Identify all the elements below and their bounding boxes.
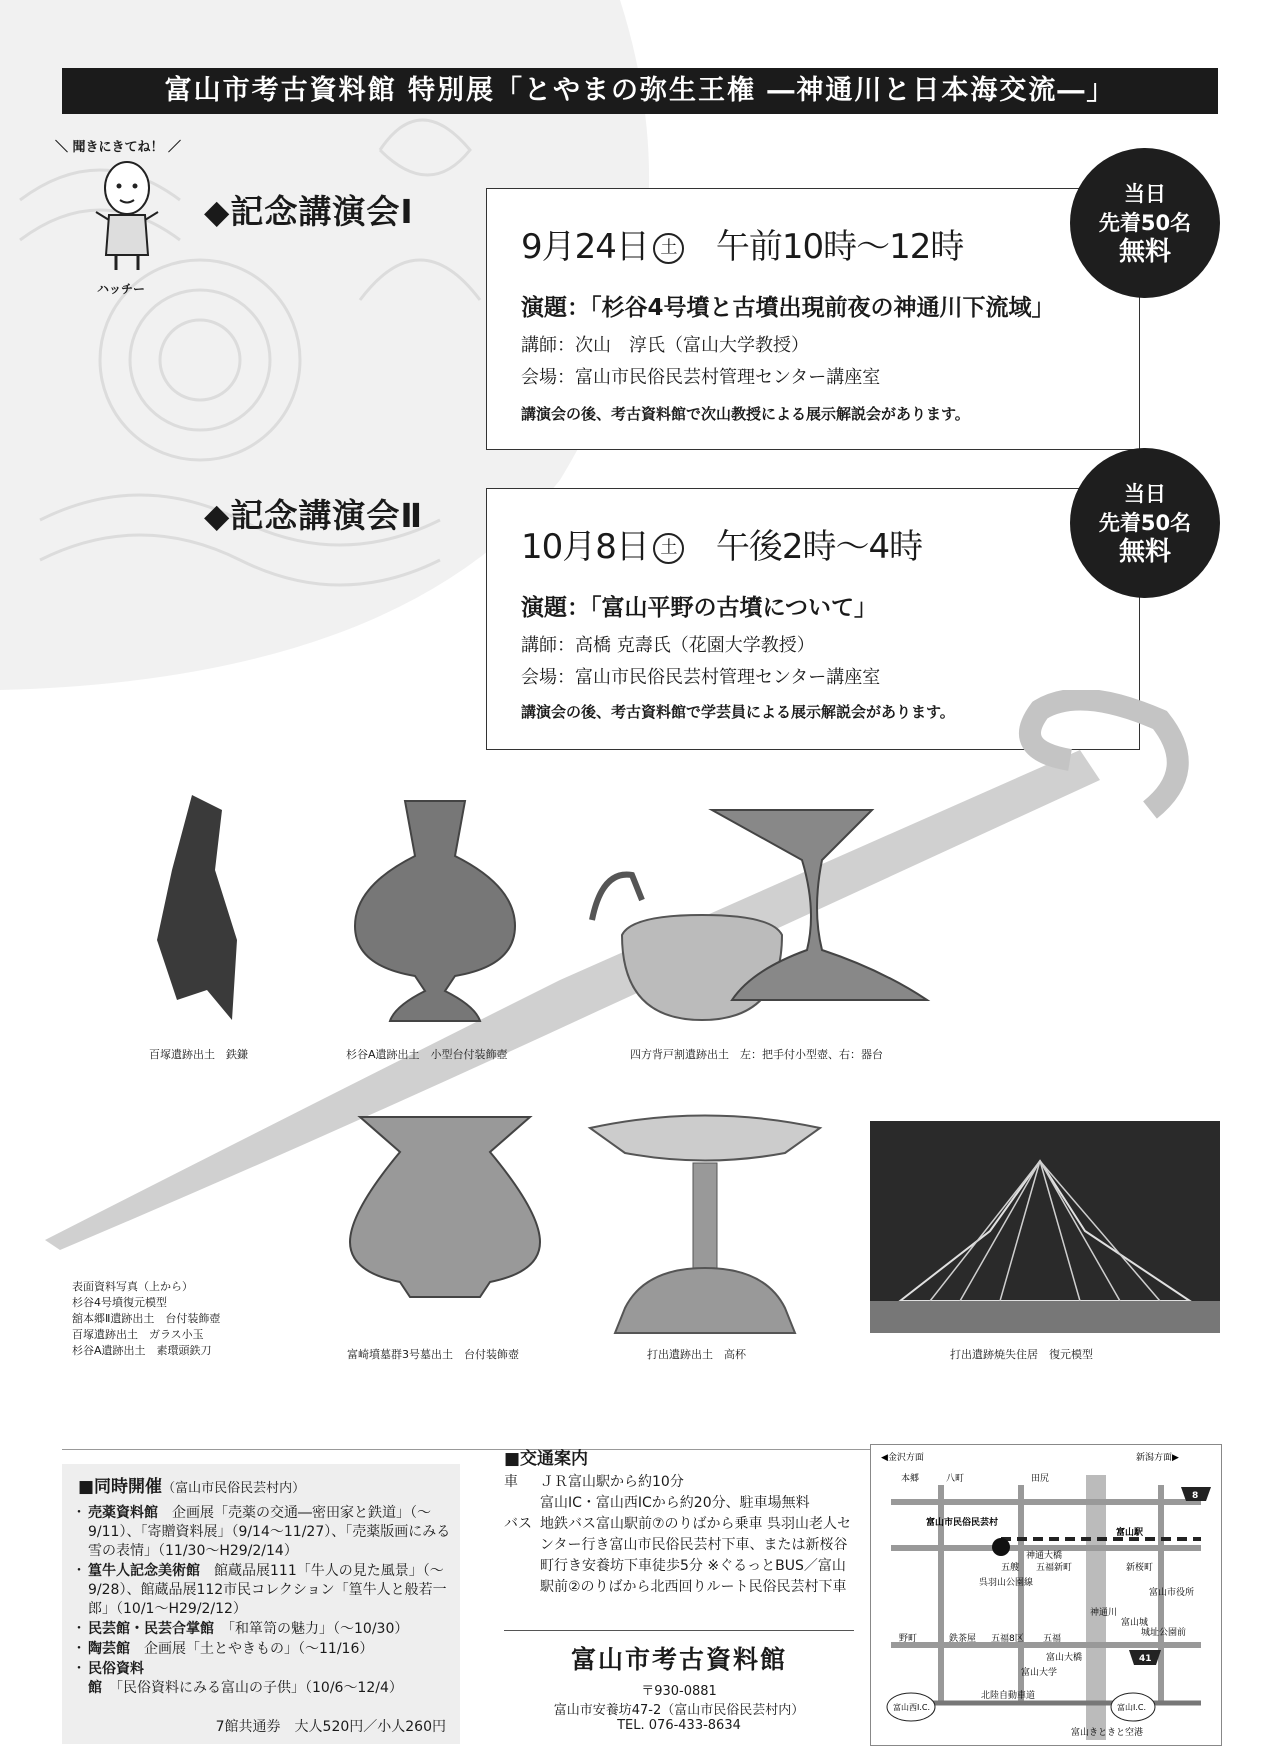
concurrent-subtitle: （富山市民俗民芸村内） [162,1481,306,1496]
list-item [72,1640,452,1659]
caption-takatsuki: 打出遺跡出土 高杯 [647,1348,746,1361]
map-route-41: 41 [1139,1654,1152,1664]
cover-caption-line: 杉谷A遺跡出土 素環頭鉄刀 [72,1344,212,1357]
dwelling-model-photo [870,1121,1220,1333]
map-label-jinzu-bridge: 神通大橋 [1026,1551,1063,1561]
map-label-kurehayama: 呉羽山公園線 [979,1578,1034,1588]
access-key: 車 [504,1474,518,1490]
map-label-tajiri: 田尻 [1031,1474,1050,1484]
mascot-hatchy-icon [92,160,162,275]
concurrent-title-text: ■同時開催 [78,1477,163,1497]
museum-name: 富山市考古資料館 [570,1645,787,1674]
access-map [870,1444,1222,1746]
venue-text: 館蔵品展111「牛人の見た風景」（～9/28）、館蔵品展112市民コレクション「篁牛人と般若一郎」（10/1～H29/2/12） [88,1563,447,1617]
lecture-1-time: 午前10時～12時 [715,227,964,267]
lecture-1-badge [1070,148,1220,298]
badge-free-text: 無料 [1118,237,1171,267]
ticket-price: 7館共通券 大人520円／小人260円 [215,1719,446,1735]
map-label-expressway: 北陸自動車道 [981,1691,1036,1701]
map-label-nomachi: 野町 [899,1634,918,1644]
venue-text: 企画展「土とやきもの」（～11/16） [130,1641,374,1657]
lecture-1-datetime [521,219,963,268]
lecture-2-theme: 演題：「富山平野の古墳について」 [521,595,878,621]
venue-name: 民芸館・民芸合掌館 [88,1621,214,1637]
cover-caption-line: 舘本郷Ⅱ遺跡出土 台付装飾壺 [72,1312,221,1325]
venue-text: 「和箪笥の魅力」（～10/30） [214,1621,409,1637]
caption-yokata: 四方背戸割遺跡出土 左：把手付小型壺、右：器台 [630,1048,883,1061]
list-item [72,1562,452,1619]
sugitani-vessel-photo [345,796,525,1026]
badge-first-text: 先着50名 [1098,511,1192,535]
map-label-shinsakuramachi: 新桜町 [1126,1563,1154,1573]
map-label-joshi-park: 城址公園前 [1141,1628,1187,1638]
map-label-hongo: 本郷 [901,1474,920,1484]
map-label-village: 富山市民俗民芸村 [926,1518,999,1528]
museum-tel: TEL. 076-433-8634 [617,1718,741,1733]
lecture-1-venue: 会場：富山市民俗民芸村管理センター講座室 [521,367,881,388]
concurrent-title [78,1472,305,1497]
badge-day-text: 当日 [1124,482,1166,506]
exhibition-banner: 富山市考古資料館 特別展「とやまの弥生王権 ―神通川と日本海交流―」 [62,68,1218,114]
badge-day-text: 当日 [1124,182,1166,206]
takatsuki-photo [585,1108,825,1340]
lecture-2-note: 講演会の後、考古資料館で学芸員による展示解説会があります。 [521,703,955,721]
venue-name: 民俗資料館 [88,1661,144,1696]
map-label-niigata: 新潟方面▶ [1136,1453,1179,1463]
caption-sugitani-vessel: 杉谷A遺跡出土 小型台付装飾壺 [346,1048,508,1061]
yokata-vessels-photo [582,800,932,1025]
access-title: ■交通案内 [504,1449,589,1469]
cover-caption-line: 杉谷4号墳復元模型 [72,1296,167,1309]
access-key: バス [504,1516,532,1532]
map-label-kanachaya: 鉄茶屋 [949,1634,977,1644]
map-label-toyama-univ: 富山大学 [1021,1668,1058,1678]
lecture-2-lecturer: 講師：高橋 克壽氏（花園大学教授） [521,635,815,656]
lecture-1-lecturer: 講師：次山 淳氏（富山大学教授） [521,335,809,356]
map-label-toyama-ic: 富山I.C. [1117,1703,1147,1712]
lecture-2-heading: ◆記念講演会Ⅱ [204,496,424,535]
lecture-1-weekday: 土 [653,233,684,264]
lecture-1-heading: ◆記念講演会Ⅰ [204,192,414,231]
badge-first-text: 先着50名 [1098,211,1192,235]
access-value: 富山IC・富山西ICから約20分、駐車場無料 [540,1495,810,1511]
caption-dwelling: 打出遺跡焼失住居 復元模型 [950,1348,1093,1361]
list-item [72,1620,452,1639]
lecture-1-note: 講演会の後、考古資料館で次山教授による展示解説会があります。 [521,405,970,423]
map-label-castle: 富山城 [1121,1618,1149,1628]
cover-photo-captions [72,1279,220,1359]
iron-sickle-photo [137,790,257,1030]
lecture-2-time: 午後2時～4時 [715,527,923,567]
lecture-2-badge [1070,448,1220,598]
map-label-goso: 五艘 [1001,1563,1020,1573]
access-info [504,1444,854,1595]
caption-iron-sickle: 百塚遺跡出土 鉄鎌 [149,1048,248,1061]
museum-zip: 〒930-0881 [641,1684,717,1699]
tomisaki-vessel-photo [340,1112,550,1302]
lecture-1-box [486,188,1140,450]
venue-name: 陶芸館 [88,1641,130,1657]
mascot-caption: ＼ 聞きにきてね！ ／ [55,140,182,155]
list-item [72,1660,452,1698]
lecture-2-weekday: 土 [653,533,684,564]
map-label-toyama-station: 富山駅 [1116,1528,1144,1538]
map-label-toyama-bridge: 富山大橋 [1046,1653,1083,1663]
lecture-2-datetime [521,519,922,568]
map-route-8: 8 [1192,1491,1199,1501]
cover-caption-line: 表面資料写真（上から） [72,1280,193,1293]
concurrent-exhibitions-box [62,1464,460,1744]
list-item [72,1504,452,1561]
caption-tomisaki: 富崎墳墓群3号墓出土 台付装飾壺 [347,1348,519,1361]
museum-address: 富山市安養坊47-2（富山市民俗民芸村内） [553,1703,805,1718]
map-label-city-hall: 富山市役所 [1149,1588,1195,1598]
map-label-gofuku8: 五福8区 [991,1634,1024,1644]
lecture-2-date: 10月8日 [521,527,649,567]
map-label-airport: 富山きときと空港 [1071,1728,1144,1738]
map-label-gofuku-shinmachi: 五福新町 [1036,1563,1073,1573]
cover-caption-line: 百塚遺跡出土 ガラス小玉 [72,1328,204,1341]
map-label-hacchou: 八町 [946,1474,965,1484]
badge-free-text: 無料 [1118,537,1171,567]
lecture-2-venue: 会場：富山市民俗民芸村管理センター講座室 [521,667,881,688]
lecture-1-date: 9月24日 [521,227,649,267]
venue-name: 篁牛人記念美術館 [88,1563,200,1579]
mascot-name: ハッチー [97,282,146,296]
org-divider [504,1630,854,1631]
map-label-toyama-west-ic: 富山西I.C. [893,1703,931,1712]
concurrent-list [72,1504,452,1699]
venue-text: 企画展「売薬の交通―密田家と鉄道」（～9/11）、「寄贈資料展」（9/14～11/27）、「売薬版画にみる雪の表情」（11/30～H29/2/14） [88,1505,451,1559]
access-value: ＪＲ富山駅から約10分 [540,1474,684,1490]
map-label-gofuku: 五福 [1043,1634,1062,1644]
venue-text: 「民俗資料にみる富山の子供」（10/6～12/4） [102,1680,403,1696]
access-value: 地鉄バス富山駅前⑦のりばから乗車 呉羽山老人センター行き富山市民俗民芸村下車、または新桜谷町行き安養坊下車徒歩5分 ※ぐるっとBUS／富山駅前②のりばから北西回りルート民俗民芸村下車 [540,1516,851,1595]
lecture-1-theme: 演題：「杉谷4号墳と古墳出現前夜の神通川下流域」 [521,295,1055,321]
map-label-jinzu-river: 神通川 [1090,1608,1118,1618]
venue-name: 売薬資料館 [88,1505,158,1521]
map-label-kanazawa: ◀金沢方面 [881,1453,924,1463]
